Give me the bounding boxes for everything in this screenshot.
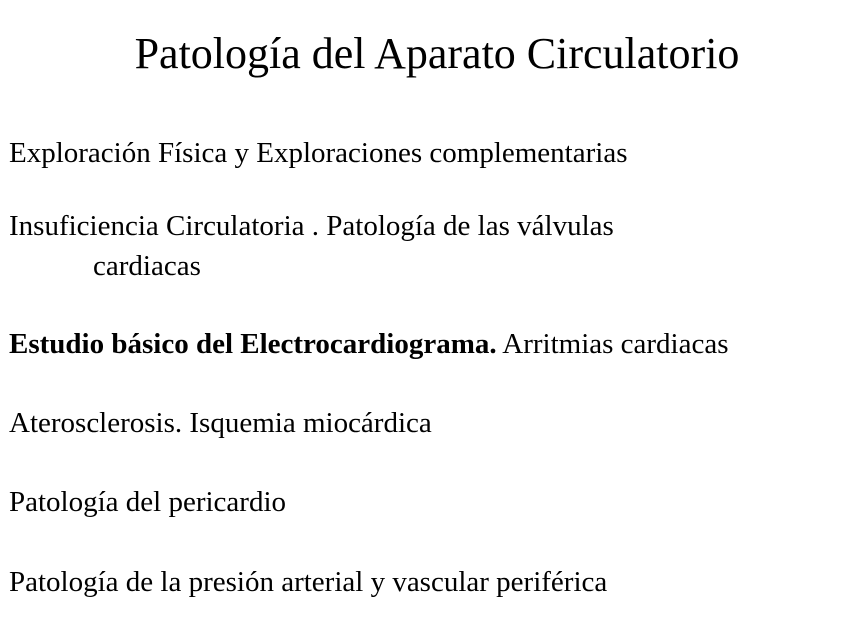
topic-item [9,562,607,602]
topic-item [9,403,432,443]
topic-text-continuation: cardiacas [93,250,201,282]
topic-text: Exploración Física y Exploraciones complementarias [9,137,628,169]
topic-text: Aterosclerosis. Isquemia miocárdica [9,407,432,439]
topic-bold-text: Estudio básico del Electrocardiograma. [9,328,497,360]
topic-text: Patología de la presión arterial y vascular periférica [9,566,608,598]
topic-item [9,206,614,286]
topic-text: Insuficiencia Circulatoria . Patología de las válvulas [9,210,614,242]
topic-text: Arritmias cardiacas [496,328,729,360]
slide-title: Patología del Aparato Circulatorio [134,29,740,78]
topic-item [9,482,286,522]
topic-item [9,324,729,364]
topic-item [9,133,627,173]
topic-text: Patología del pericardio [9,486,287,518]
